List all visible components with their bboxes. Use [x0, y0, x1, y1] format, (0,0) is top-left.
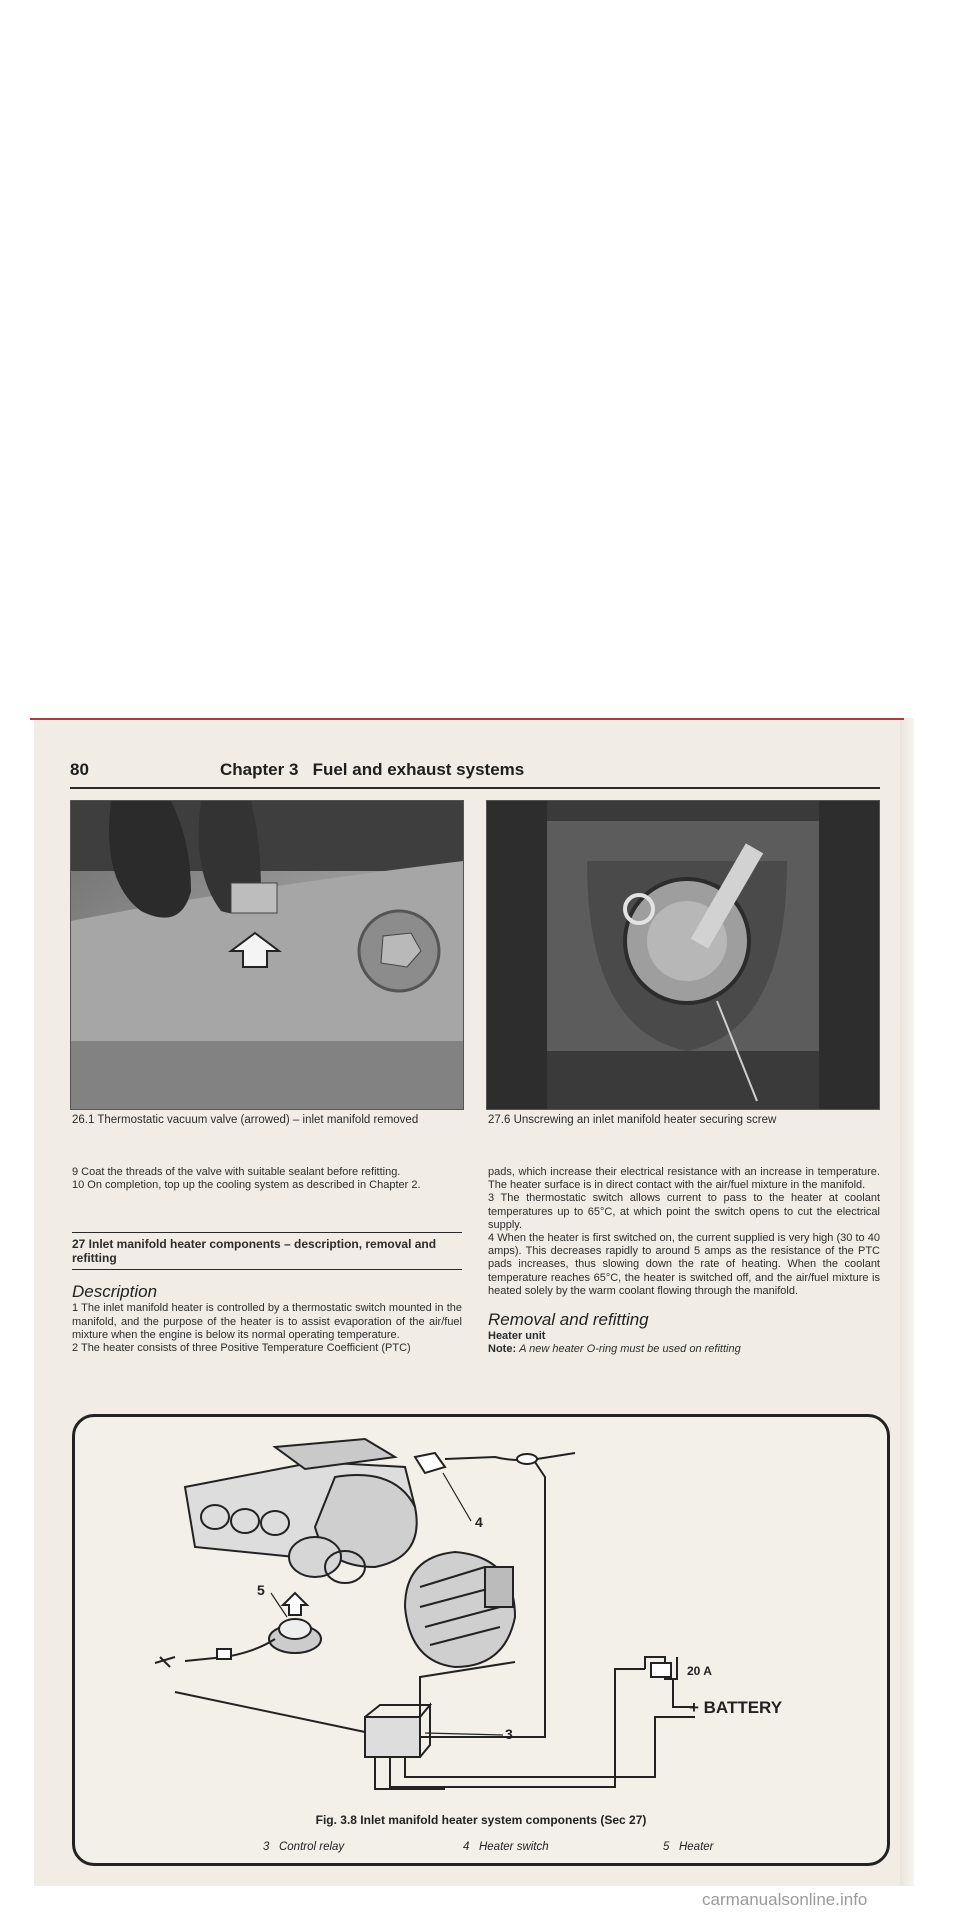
heater-switch [415, 1453, 445, 1473]
note-label: Note: [488, 1343, 517, 1356]
photo-caption-2: 27.6 Unscrewing an inlet manifold heater securing screw [488, 1114, 777, 1126]
paragraph-9: 9 Coat the threads of the valve with suitable sealant before refitting. [72, 1166, 401, 1178]
paragraph-3: 3 The thermostatic switch allows current to pass to the heater at coolant temperatures up to 65°C, at which point the switch opens to cut the electrical supply. [488, 1192, 880, 1231]
callout-4: 4 [475, 1514, 483, 1530]
watermark: carmanualsonline.info [702, 1890, 868, 1909]
heading-heater-unit: Heater unit [488, 1330, 546, 1343]
callout-3: 3 [505, 1726, 513, 1742]
page-header [70, 760, 880, 786]
section-top-rule [72, 1232, 462, 1233]
battery-label: + BATTERY [689, 1698, 783, 1717]
figure-caption: Fig. 3.8 Inlet manifold heater system components (Sec 27) [315, 1813, 647, 1827]
page-edge [900, 718, 914, 1886]
paragraph-10: 10 On completion, top up the cooling system as described in Chapter 2. [72, 1179, 421, 1192]
legend-control-relay: 3 Control relay [263, 1841, 345, 1853]
page-number: 80 [70, 760, 89, 779]
subheading-description: Description [72, 1282, 158, 1302]
section-title: 27 Inlet manifold heater components – description, removal and refitting [72, 1237, 437, 1266]
paragraph-continued: pads, which increase their electrical resistance with an increase in temperature. The heater surface is in direct contact with the air/fuel mixture in the manifold. [488, 1166, 880, 1192]
photo-heater-screw-image [487, 801, 879, 1109]
fuse-rating-label: 20 A [687, 1664, 712, 1678]
right-column [488, 1166, 880, 1356]
subheading-removal: Removal and refitting [488, 1310, 649, 1330]
left-column [72, 1166, 462, 1355]
photo-heater-screw [486, 800, 880, 1110]
figure-3-8 [72, 1414, 890, 1866]
note-line [488, 1343, 880, 1356]
paragraph-1: 1 The inlet manifold heater is controlled by a thermostatic switch mounted in the manifold, and the purpose of the heater is to assist evaporation of the air/fuel mixture when the engine is below its normal operating temperature. [72, 1302, 462, 1341]
page-top-edge [30, 718, 904, 720]
legend-heater-switch: 4 Heater switch [463, 1841, 549, 1853]
chapter-title: Chapter 3 Fuel and exhaust systems [220, 760, 525, 779]
paragraph-2: 2 The heater consists of three Positive Temperature Coefficient (PTC) [72, 1342, 411, 1355]
wiring-diagram [75, 1417, 887, 1807]
note-text: A new heater O-ring must be used on refitting [519, 1343, 741, 1356]
paragraph-4: 4 When the heater is first switched on, the current supplied is very high (30 to 40 amps). This decreases rapidly to around 5 amps as the resistance of the PTC pads increases, thus slowing down the rate of heating. When the coolant temperature reaches 65°C, the heater is switched off, and the air/fuel mixture is heated solely by the warm coolant flowing through the manifold. [488, 1232, 880, 1297]
photo-caption-1: 26.1 Thermostatic vacuum valve (arrowed) – inlet manifold removed [72, 1114, 419, 1126]
photo-thermostatic-valve-image [71, 801, 463, 1109]
callout-5: 5 [257, 1582, 265, 1598]
header-rule [70, 787, 880, 789]
control-relay [365, 1717, 420, 1757]
legend-heater: 5 Heater [663, 1841, 714, 1853]
photo-thermostatic-valve [70, 800, 464, 1110]
